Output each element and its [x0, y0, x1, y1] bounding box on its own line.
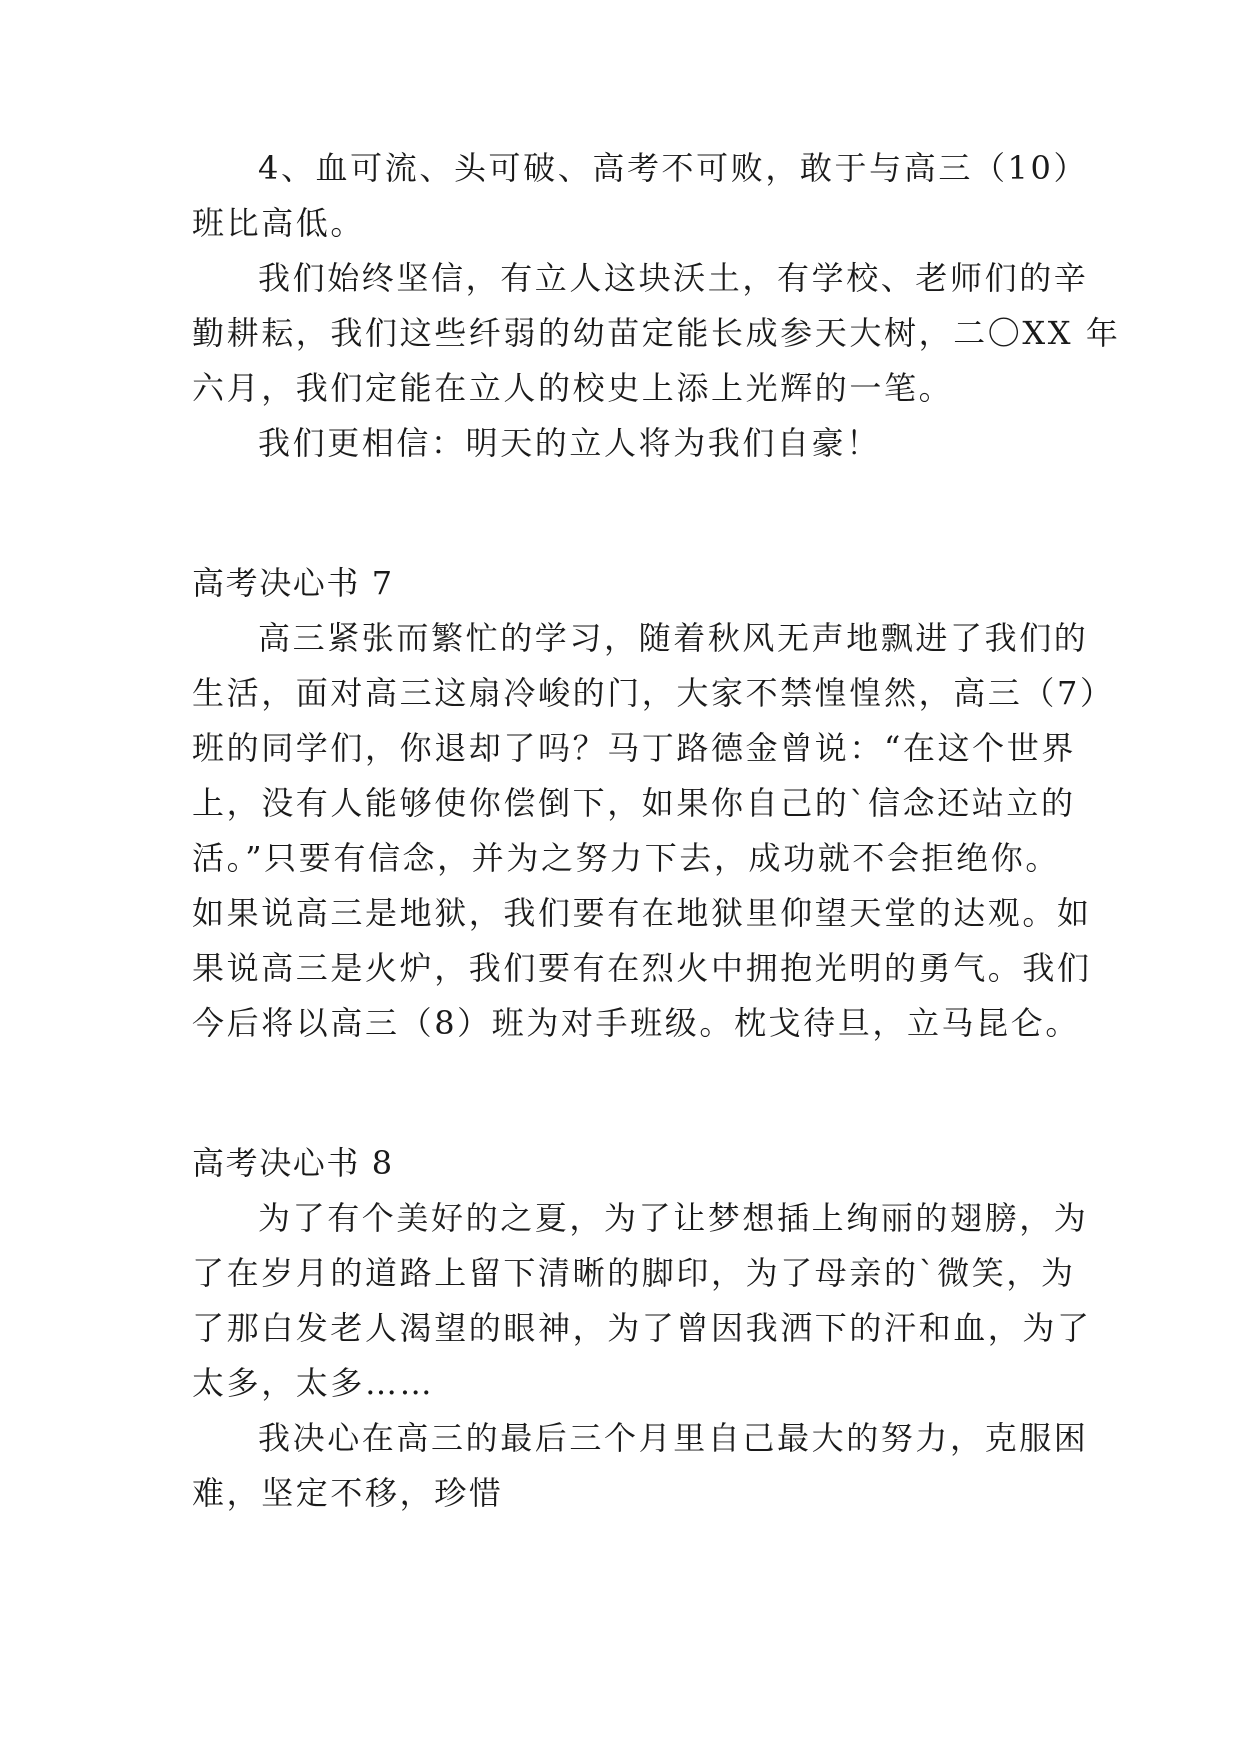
paragraph-line: 如果说高三是地狱，我们要有在地狱里仰望天堂的达观。如 [192, 894, 1092, 932]
paragraph-line: 上，没有人能够使你偿倒下，如果你自己的`信念还站立的 [192, 784, 1076, 822]
paragraph-line: 难，坚定不移，珍惜 [192, 1474, 504, 1512]
paragraph-line: 我决心在高三的最后三个月里自己最大的努力，克服困 [258, 1419, 1089, 1457]
section-title: 高考决心书 8 [192, 1144, 394, 1182]
paragraph-line: 勤耕耘，我们这些纤弱的幼苗定能长成参天大树，二〇XX 年 [192, 314, 1121, 352]
paragraph-line: 4、血可流、头可破、高考不可败，敢于与高三（10） [258, 149, 1089, 187]
paragraph-line: 为了有个美好的之夏，为了让梦想插上绚丽的翅膀，为 [258, 1199, 1089, 1237]
section-title: 高考决心书 7 [192, 564, 394, 602]
paragraph-line: 生活，面对高三这扇冷峻的门，大家不禁惶惶然，高三（7） [192, 674, 1115, 712]
paragraph-line: 果说高三是火炉，我们要有在烈火中拥抱光明的勇气。我们 [192, 949, 1092, 987]
paragraph-line: 高三紧张而繁忙的学习，随着秋风无声地飘进了我们的 [258, 619, 1089, 657]
paragraph-line: 活。”只要有信念，并为之努力下去，成功就不会拒绝你。 [192, 839, 1060, 877]
paragraph-line: 了那白发老人渴望的眼神，为了曾因我洒下的汗和血，为了 [192, 1309, 1092, 1347]
paragraph-line: 班的同学们，你退却了吗？马丁路德金曾说：“在这个世界 [192, 729, 1076, 767]
paragraph-line: 了在岁月的道路上留下清晰的脚印，为了母亲的`微笑，为 [192, 1254, 1076, 1292]
paragraph-line: 我们始终坚信，有立人这块沃土，有学校、老师们的辛 [258, 259, 1089, 297]
paragraph-line: 班比高低。 [192, 204, 366, 242]
paragraph-line: 太多，太多…… [192, 1364, 435, 1402]
paragraph-line: 我们更相信：明天的立人将为我们自豪！ [258, 424, 881, 462]
paragraph-line: 六月，我们定能在立人的校史上添上光辉的一笔。 [192, 369, 954, 407]
paragraph-line: 今后将以高三（8）班为对手班级。枕戈待旦，立马昆仑。 [192, 1004, 1080, 1042]
